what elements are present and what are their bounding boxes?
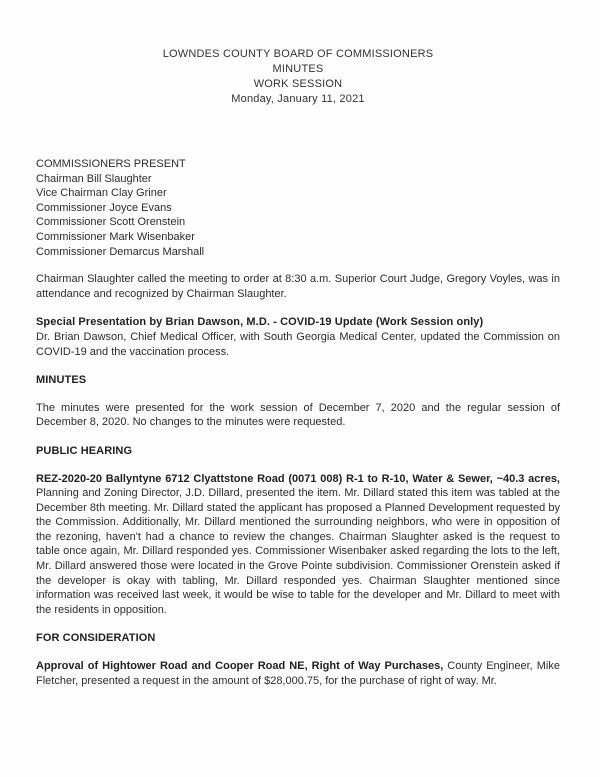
commissioner-name: Chairman Bill Slaughter	[36, 172, 152, 185]
special-presentation-heading: Special Presentation by Brian Dawson, M.D. - COVID-19 Update (Work Session only)	[36, 316, 484, 329]
header-date: Monday, January 11, 2021	[231, 93, 365, 105]
public-hearing-heading: PUBLIC HEARING	[36, 444, 133, 457]
right-of-way-item-body: County Engineer, Mike Fletcher, presented a request in the amount of $28,000.75, for the purchase of right of way. Mr.	[36, 660, 560, 687]
commissioner-name: Commissioner Demarcus Marshall	[36, 245, 205, 258]
header-session-type: WORK SESSION	[253, 78, 343, 90]
rezoning-case-title: REZ-2020-20 Ballyntyne 6712 Clyattstone Road (0071 008) R-1 to R-10, Water & Sewer, ~40.3 acres,	[36, 472, 560, 485]
public-hearing-item-paragraph	[36, 472, 560, 618]
commissioner-name: Commissioner Mark Wisenbaker	[36, 230, 195, 243]
call-to-order-paragraph: Chairman Slaughter called the meeting to order at 8:30 a.m. Superior Court Judge, Gregory Voyles, was in attendance and recognized by Chairman Slaughter.	[36, 273, 560, 300]
commissioner-name: Commissioner Joyce Evans	[36, 201, 172, 214]
header-doc-type: MINUTES	[272, 63, 324, 75]
commissioners-present-heading: COMMISSIONERS PRESENT	[36, 158, 186, 170]
commissioners-present-block	[36, 157, 560, 259]
for-consideration-item-paragraph	[36, 659, 560, 688]
commissioner-name: Commissioner Scott Orenstein	[36, 216, 186, 229]
minutes-paragraph: The minutes were presented for the work session of December 7, 2020 and the regular session of December 8, 2020. No changes to the minutes were requested.	[36, 401, 560, 429]
commissioner-name: Vice Chairman Clay Griner	[36, 187, 167, 200]
rezoning-case-body: Planning and Zoning Director, J.D. Dillard, presented the item. Mr. Dillard stated this item was tabled at the December 8th meeting. Mr. Dillard stated the applicant has proposed a Planned Development requested by the Commission. Additionally, Mr. Dillard mentioned the surrounding neighbors, who were in opposition of the rezoning, haven't had a chance to review the changes. Chairman Slaughter asked is the request to table once again, Mr. Dillard responded yes. Commissioner Wisenbaker asked regarding the lots to the left, Mr. Dillard answered those were located in the Grove Pointe subdivision. Commissioner Orenstein asked if the developer is okay with tabling, Mr. Dillard responded yes. Chairman Slaughter mentioned since information was received last week, it would be wise to table for the developer and Mr. Dillard to meet with the residents in opposition.	[36, 487, 560, 616]
special-presentation-paragraph: Dr. Brian Dawson, Chief Medical Officer, with South Georgia Medical Center, updated the Commission on COVID-19 and the vaccination process.	[36, 330, 560, 358]
for-consideration-heading: FOR CONSIDERATION	[36, 632, 156, 645]
minutes-section-heading: MINUTES	[36, 374, 87, 387]
document-header	[36, 47, 560, 107]
right-of-way-item-title: Approval of Hightower Road and Cooper Road NE, Right of Way Purchases,	[36, 660, 444, 673]
header-org-title: LOWNDES COUNTY BOARD OF COMMISSIONERS	[162, 48, 434, 60]
